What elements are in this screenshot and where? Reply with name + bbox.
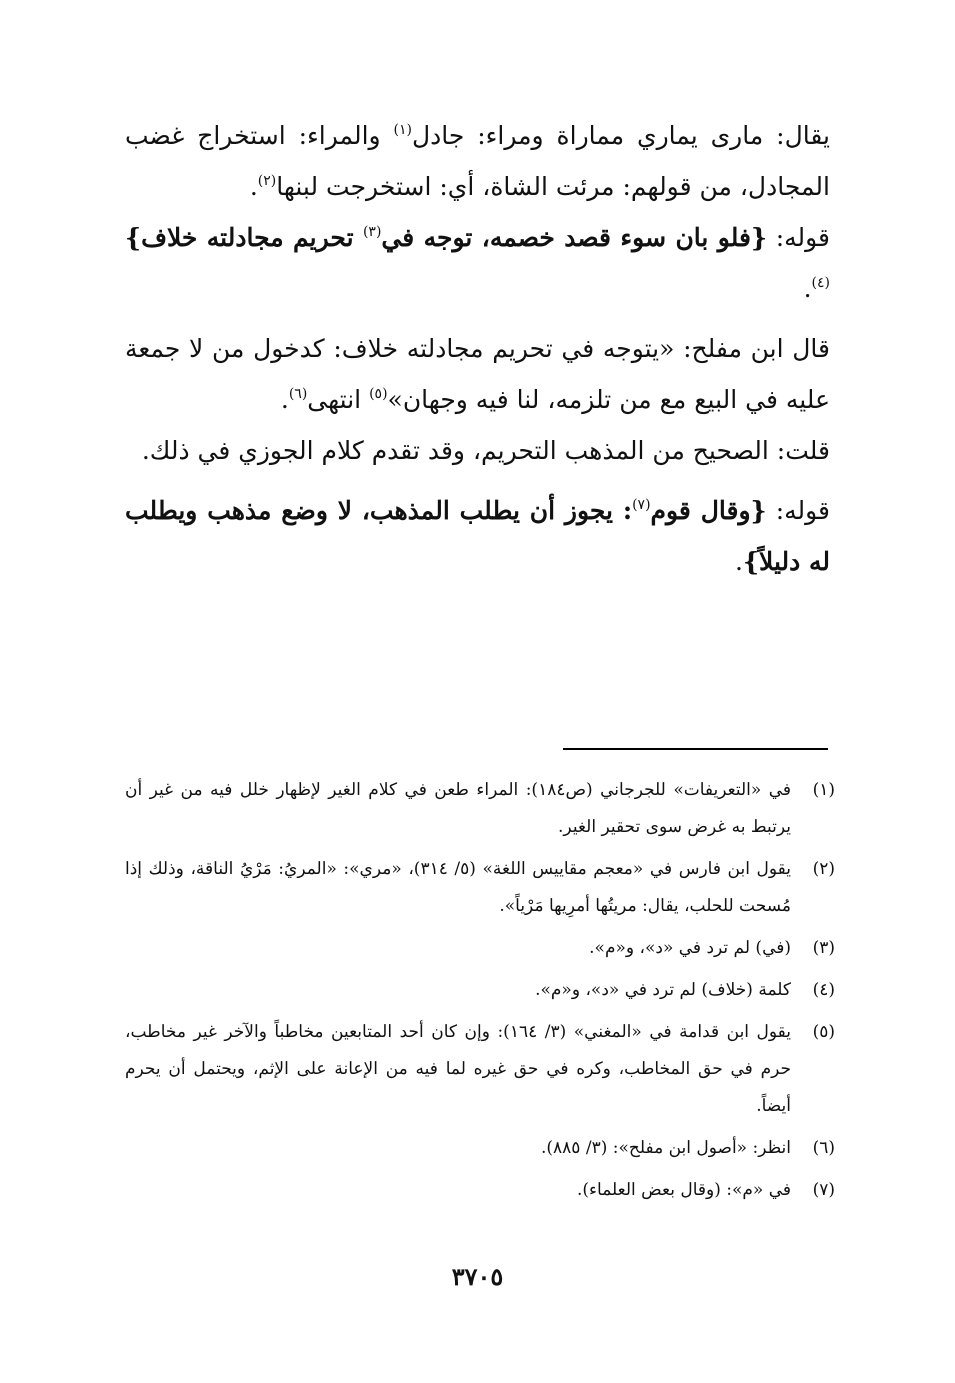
text-segment: . (280, 385, 289, 414)
footnote-reference: (٤) (811, 275, 830, 291)
quoted-text: تحريم مجادلته خلاف} (125, 223, 363, 252)
text-segment: قال ابن مفلح: «يتوجه في تحريم مجادلته خلاف: كدخول من لا جمعة عليه في البيع مع من تلزمه، لنا فيه وجهان» (125, 334, 830, 414)
text-segment: والمراء: استخراج غضب المجادل، من قولهم: مرئت الشاة، أي: استخرجت لبنها (125, 121, 830, 201)
footnote-reference: (٦) (288, 386, 308, 402)
text-segment: انتهى (307, 385, 370, 414)
paragraph-1 (125, 110, 830, 212)
text-segment: يقال: مارى يماري مماراة ومراء: جادل (411, 121, 830, 150)
footnote-5 (125, 1014, 835, 1125)
paragraph-5 (125, 485, 830, 587)
footnote-7 (125, 1172, 835, 1209)
text-segment: . (735, 547, 743, 576)
quoted-text: {فلو بان سوء قصد خصمه، توجه في (381, 223, 768, 252)
text-segment: قوله: (766, 496, 831, 525)
footnote-reference: (٢) (257, 173, 277, 189)
footnote-number: (٣) (812, 938, 835, 958)
page-number: ٣٧٠٥ (451, 1262, 504, 1291)
footnote-6 (125, 1130, 835, 1167)
quoted-text: : يجوز أن يطلب المذهب، لا وضع مذهب ويطلب له دليلاً} (125, 496, 830, 576)
footnote-number: (٤) (812, 980, 835, 1000)
main-text (125, 110, 830, 587)
footnote-text: (في) لم ترد في «د»، و«م». (589, 938, 791, 958)
quoted-text: {وقال قوم (650, 496, 767, 525)
text-segment: . (249, 172, 258, 201)
paragraph-3 (125, 323, 830, 425)
footnote-separator (563, 748, 828, 750)
text-segment: . (803, 274, 812, 303)
footnote-text: كلمة (خلاف) لم ترد في «د»، و«م». (535, 980, 791, 1000)
footnote-reference: (٣) (362, 224, 382, 240)
footnote-4 (125, 972, 835, 1009)
footnote-number: (٥) (812, 1022, 835, 1042)
footnote-reference: (٥) (369, 386, 388, 402)
footnotes (125, 772, 835, 1214)
footnote-text: يقول ابن فارس في «معجم مقاييس اللغة» (٥/ ٣١٤)، «مري»: «المريُ: مَرْيُ الناقة، وذلك إذا مُسحت للحلب، يقال: مريتُها أمرِيها مَرْياً». (125, 859, 791, 916)
footnote-number: (٢) (812, 859, 835, 879)
footnote-number: (٧) (812, 1180, 835, 1200)
footnote-text: في «التعريفات» للجرجاني (ص١٨٤): المراء طعن في كلام الغير لإظهار خلل فيه من غير أن يرتبط به غرض سوى تحقير الغير. (125, 780, 792, 837)
footnote-number: (١) (812, 780, 835, 800)
paragraph-2 (125, 212, 830, 314)
footnote-text: انظر: «أصول ابن مفلح»: (٣/ ٨٨٥). (540, 1138, 791, 1158)
footnote-3 (125, 930, 835, 967)
footnote-2 (125, 851, 835, 925)
footnote-reference: (٧) (632, 497, 651, 513)
footnote-1 (125, 772, 835, 846)
text-segment: قلت: الصحيح من المذهب التحريم، وقد تقدم كلام الجوزي في ذلك. (141, 436, 830, 465)
footnote-number: (٦) (812, 1138, 835, 1158)
footnote-text: يقول ابن قدامة في «المغني» (٣/ ١٦٤): وإن كان أحد المتابعين مخاطباً والآخر غير مخاطب، حرم في حق المخاطب، وكره في حق غيره لما فيه من الإعانة على الإثم، ويحتمل أن يحرم أيضاً. (125, 1022, 792, 1116)
footnote-text: في «م»: (وقال بعض العلماء). (577, 1180, 791, 1200)
text-segment: قوله: (767, 223, 830, 252)
paragraph-4 (125, 425, 830, 476)
footnote-reference: (١) (393, 122, 412, 138)
